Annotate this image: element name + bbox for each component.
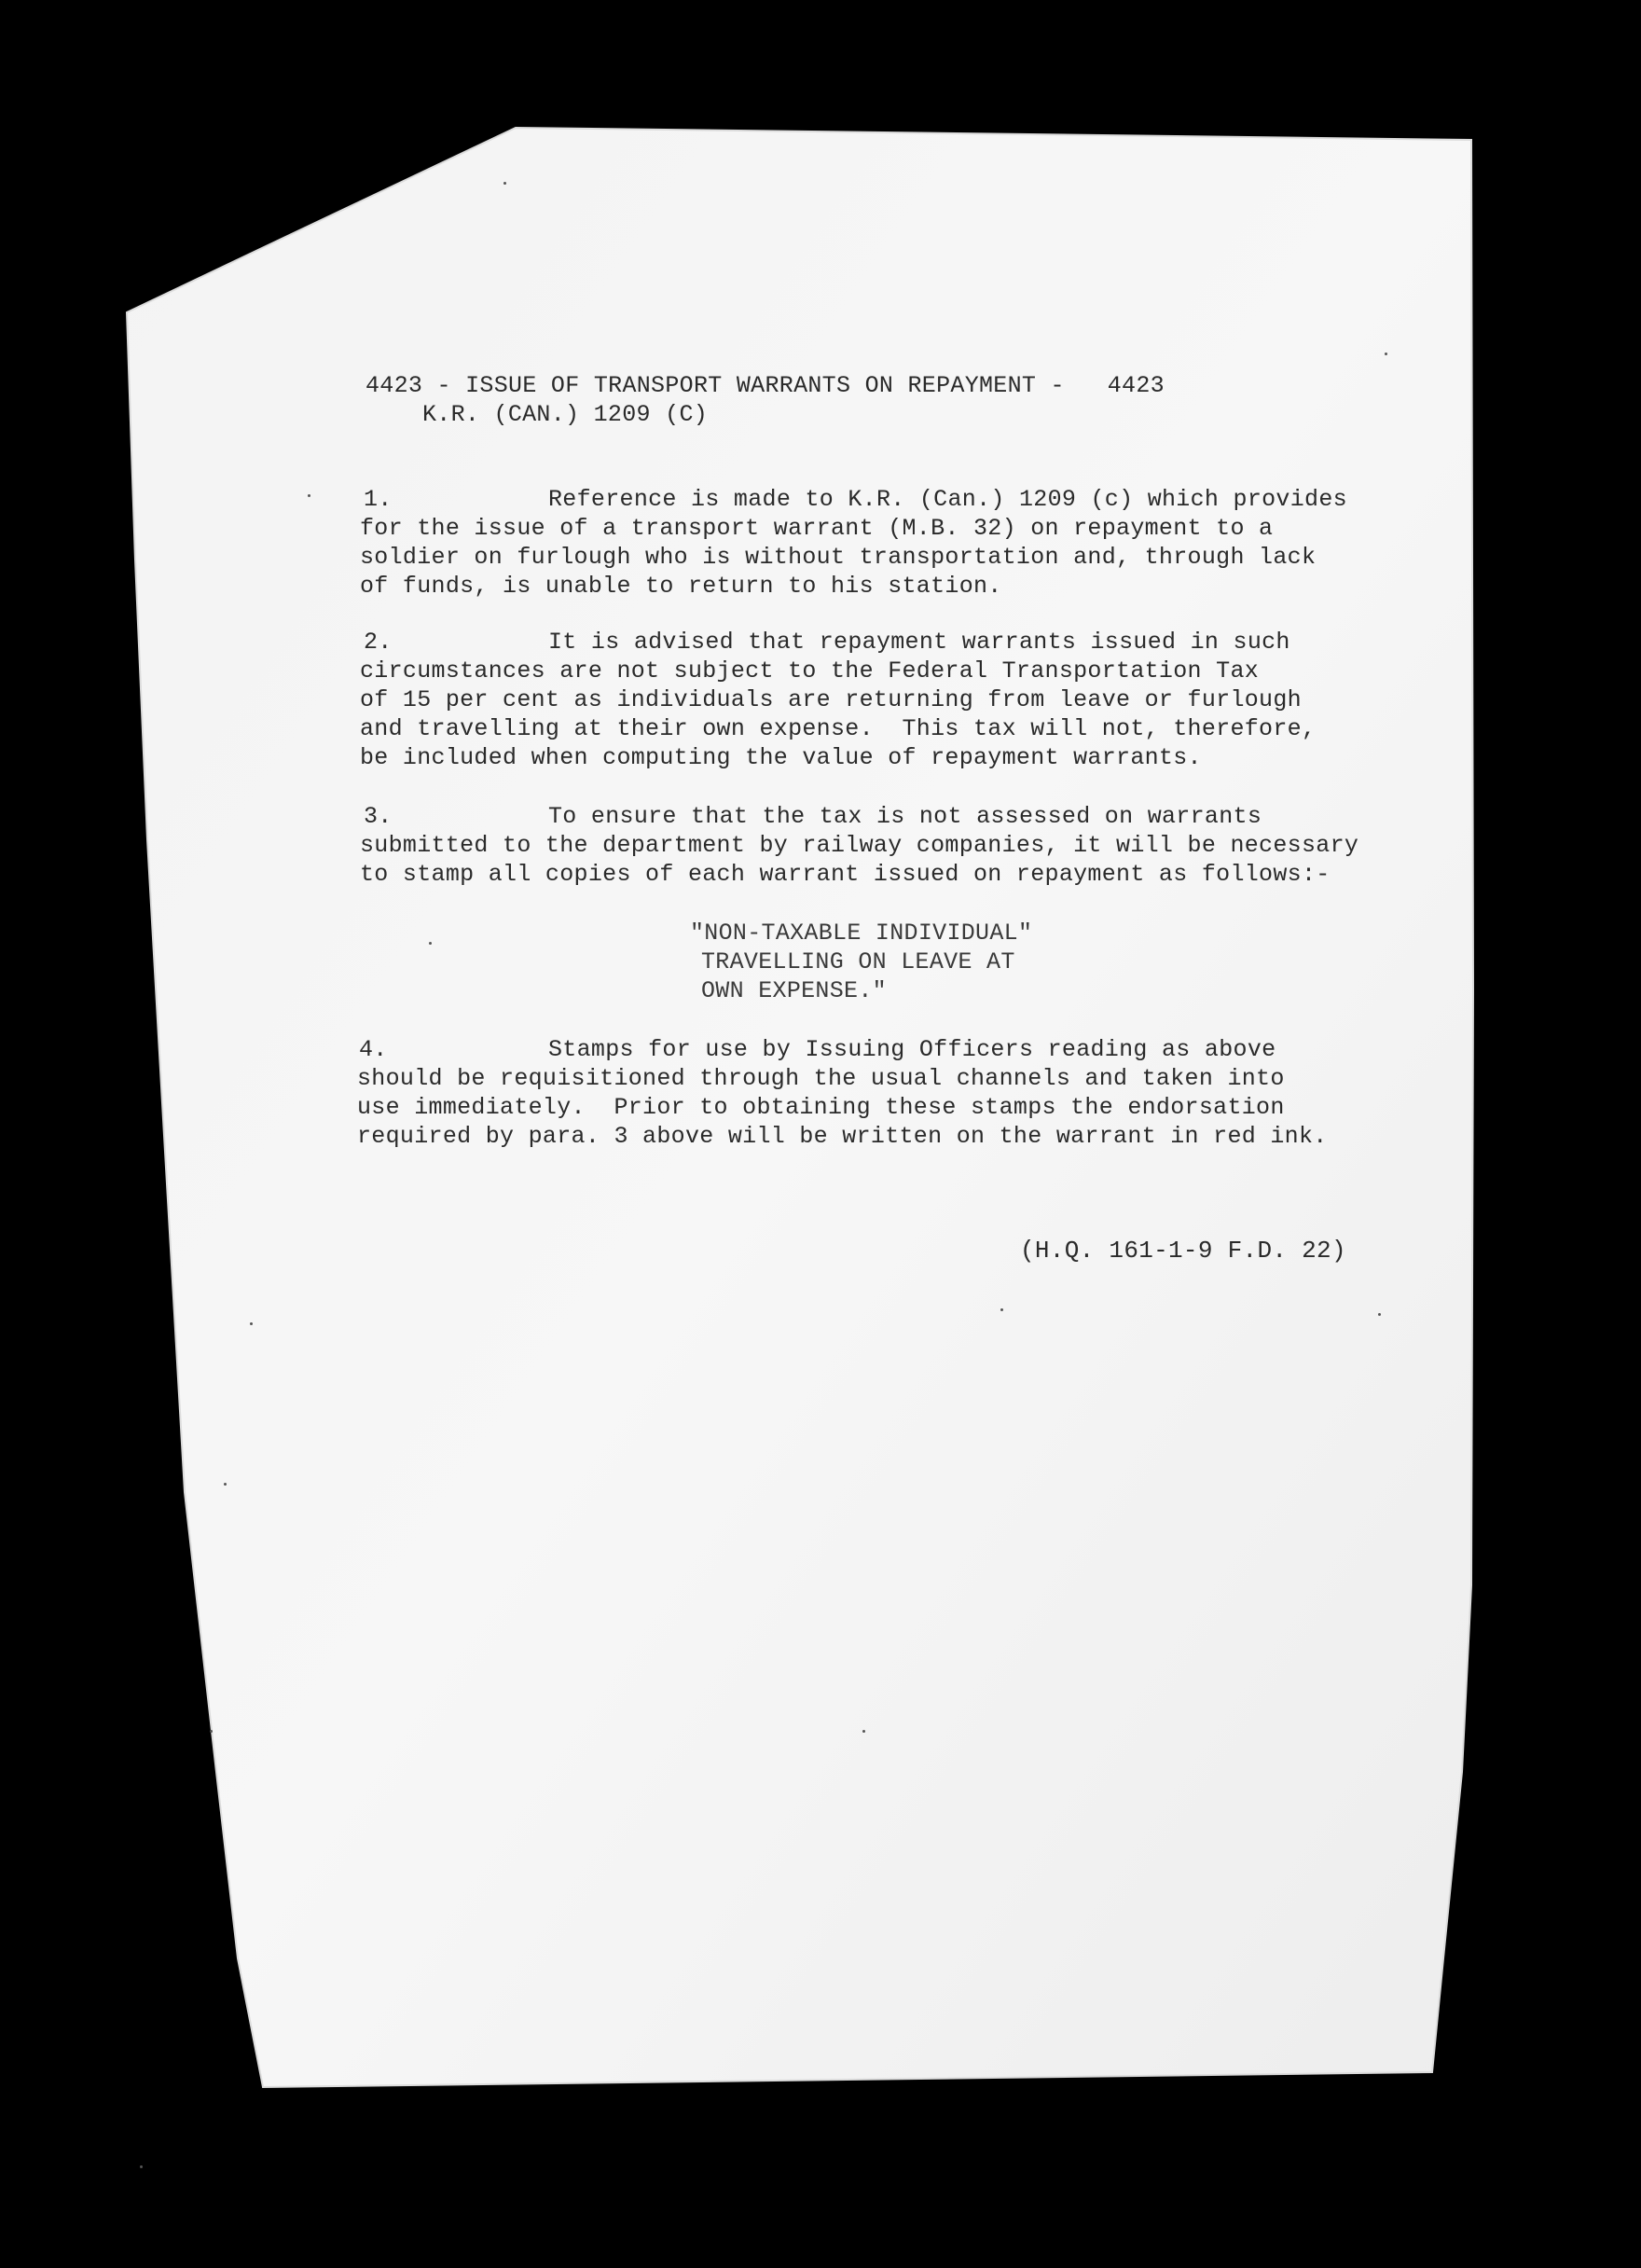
document-heading: 4423 - ISSUE OF TRANSPORT WARRANTS ON REPAYMENT - 4423 [365, 372, 1165, 399]
paragraph-line: and travelling at their own expense. This tax will not, therefore, [360, 715, 1317, 742]
paragraph-line: use immediately. Prior to obtaining these stamps the endorsation [357, 1094, 1285, 1121]
paragraph-line: be included when computing the value of repayment warrants. [360, 744, 1202, 771]
scan-speck [140, 2165, 143, 2168]
paragraph-line: to stamp all copies of each warrant issued on repayment as follows:- [360, 861, 1331, 888]
stamp-line: TRAVELLING ON LEAVE AT [701, 948, 1015, 975]
paragraph-number: 4. [359, 1036, 388, 1063]
paragraph-line: To ensure that the tax is not assessed on warrants [548, 803, 1262, 830]
stamp-line: "NON-TAXABLE INDIVIDUAL" [690, 920, 1033, 947]
paragraph-line: submitted to the department by railway companies, it will be necessary [360, 832, 1359, 859]
paragraph-line: of funds, is unable to return to his station. [360, 573, 1002, 600]
paragraph-line: soldier on furlough who is without transportation and, through lack [360, 544, 1317, 571]
scan-speck [1385, 353, 1387, 355]
paragraph-line: of 15 per cent as individuals are returning from leave or furlough [360, 686, 1302, 713]
document-subheading: K.R. (CAN.) 1209 (C) [422, 401, 709, 428]
paragraph-line: should be requisitioned through the usual channels and taken into [357, 1065, 1285, 1092]
scan-speck [503, 182, 506, 185]
scan-speck [429, 942, 432, 945]
file-reference: (H.Q. 161-1-9 F.D. 22) [1020, 1237, 1346, 1265]
scan-speck [862, 1730, 865, 1733]
scan-speck [1378, 1313, 1381, 1316]
paragraph-line: circumstances are not subject to the Federal Transportation Tax [360, 657, 1260, 685]
scan-speck [308, 494, 310, 497]
paragraph-line: It is advised that repayment warrants issued in such [548, 629, 1290, 656]
paragraph-number: 2. [364, 629, 393, 656]
scan-speck [224, 1483, 227, 1486]
paragraph-line: Stamps for use by Issuing Officers reading as above [548, 1036, 1276, 1063]
paragraph-line: required by para. 3 above will be written on the warrant in red ink. [357, 1123, 1328, 1150]
paragraph-number: 3. [364, 803, 393, 830]
scan-speck [210, 1730, 213, 1733]
paragraph-line: for the issue of a transport warrant (M.B. 32) on repayment to a [360, 515, 1274, 542]
scan-speck [250, 1322, 253, 1325]
paragraph-number: 1. [364, 486, 393, 513]
stamp-line: OWN EXPENSE." [701, 977, 887, 1004]
scan-speck [1000, 1308, 1003, 1311]
paragraph-line: Reference is made to K.R. (Can.) 1209 (c) which provides [548, 486, 1347, 513]
